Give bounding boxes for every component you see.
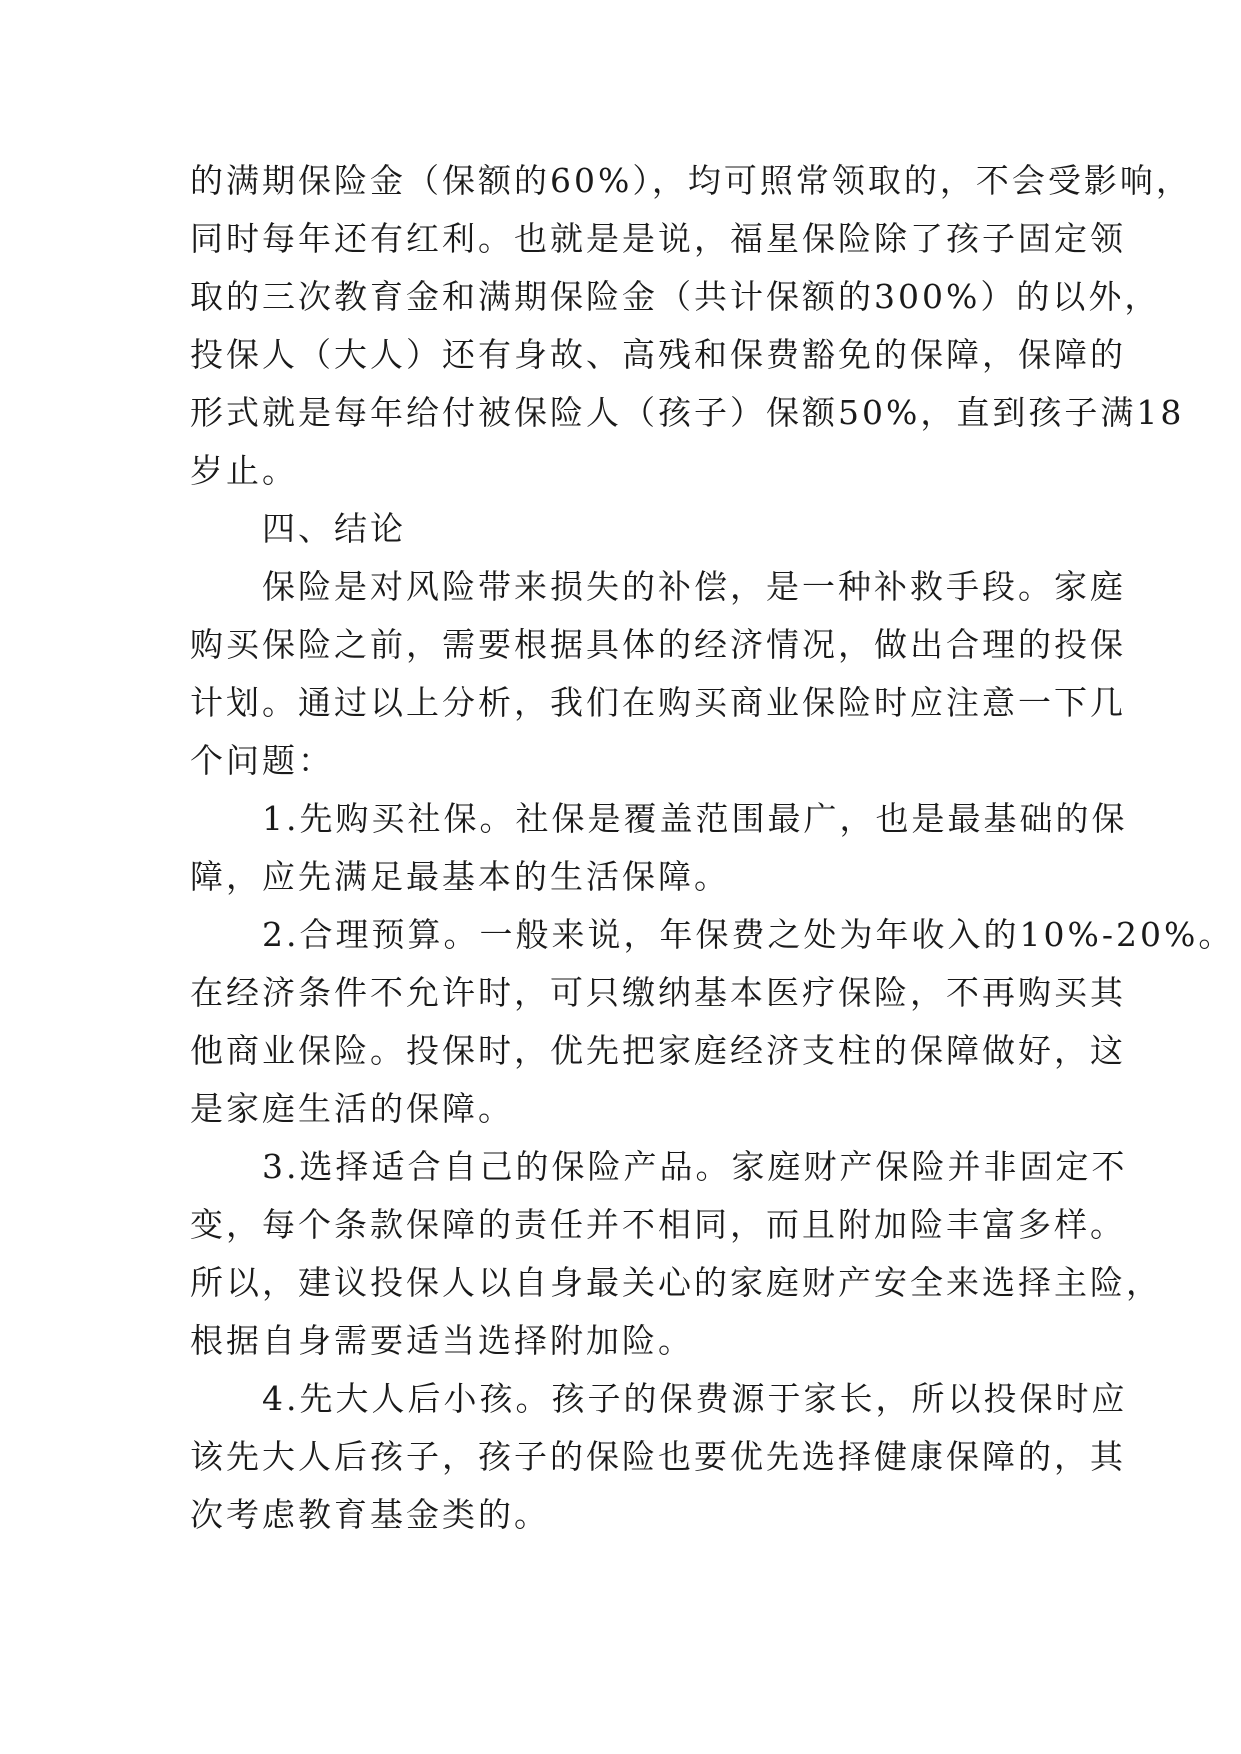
list-item-line: 1.先购买社保。社保是覆盖范围最广，也是最基础的保 bbox=[190, 799, 1128, 838]
text-line: 保险是对风险带来损失的补偿，是一种补救手段。家庭 bbox=[190, 567, 1126, 606]
section-heading: 四、结论 bbox=[190, 509, 406, 548]
list-item-line: 障，应先满足最基本的生活保障。 bbox=[190, 857, 730, 896]
text-line: 形式就是每年给付被保险人（孩子）保额50%，直到孩子满18 bbox=[190, 393, 1185, 432]
text-line: 取的三次教育金和满期保险金（共计保额的300%）的以外， bbox=[190, 277, 1161, 316]
list-item-line: 该先大人后孩子，孩子的保险也要优先选择健康保障的，其 bbox=[190, 1437, 1126, 1476]
text-line: 岁止。 bbox=[190, 451, 298, 490]
list-item-line: 2.合理预算。一般来说，年保费之处为年收入的10%-20%。 bbox=[190, 915, 1235, 954]
list-item-line: 根据自身需要适当选择附加险。 bbox=[190, 1321, 694, 1360]
text-line: 个问题： bbox=[190, 741, 334, 780]
text-line: 购买保险之前，需要根据具体的经济情况，做出合理的投保 bbox=[190, 625, 1126, 664]
text-line: 计划。通过以上分析，我们在购买商业保险时应注意一下几 bbox=[190, 683, 1126, 722]
list-item-line: 变，每个条款保障的责任并不相同，而且附加险丰富多样。 bbox=[190, 1205, 1126, 1244]
document-body bbox=[190, 152, 1235, 1544]
list-item-line: 是家庭生活的保障。 bbox=[190, 1089, 514, 1128]
list-item-line: 3.选择适合自己的保险产品。家庭财产保险并非固定不 bbox=[190, 1147, 1128, 1186]
list-item-line: 4.先大人后小孩。孩子的保费源于家长，所以投保时应 bbox=[190, 1379, 1128, 1418]
text-line: 的满期保险金（保额的60%），均可照常领取的，不会受影响， bbox=[190, 161, 1192, 200]
list-item-line: 他商业保险。投保时，优先把家庭经济支柱的保障做好，这 bbox=[190, 1031, 1126, 1070]
text-line: 投保人（大人）还有身故、高残和保费豁免的保障，保障的 bbox=[190, 335, 1126, 374]
list-item-line: 在经济条件不允许时，可只缴纳基本医疗保险，不再购买其 bbox=[190, 973, 1126, 1012]
list-item-line: 次考虑教育基金类的。 bbox=[190, 1495, 550, 1534]
list-item-line: 所以，建议投保人以自身最关心的家庭财产安全来选择主险， bbox=[190, 1263, 1162, 1302]
text-line: 同时每年还有红利。也就是是说，福星保险除了孩子固定领 bbox=[190, 219, 1126, 258]
